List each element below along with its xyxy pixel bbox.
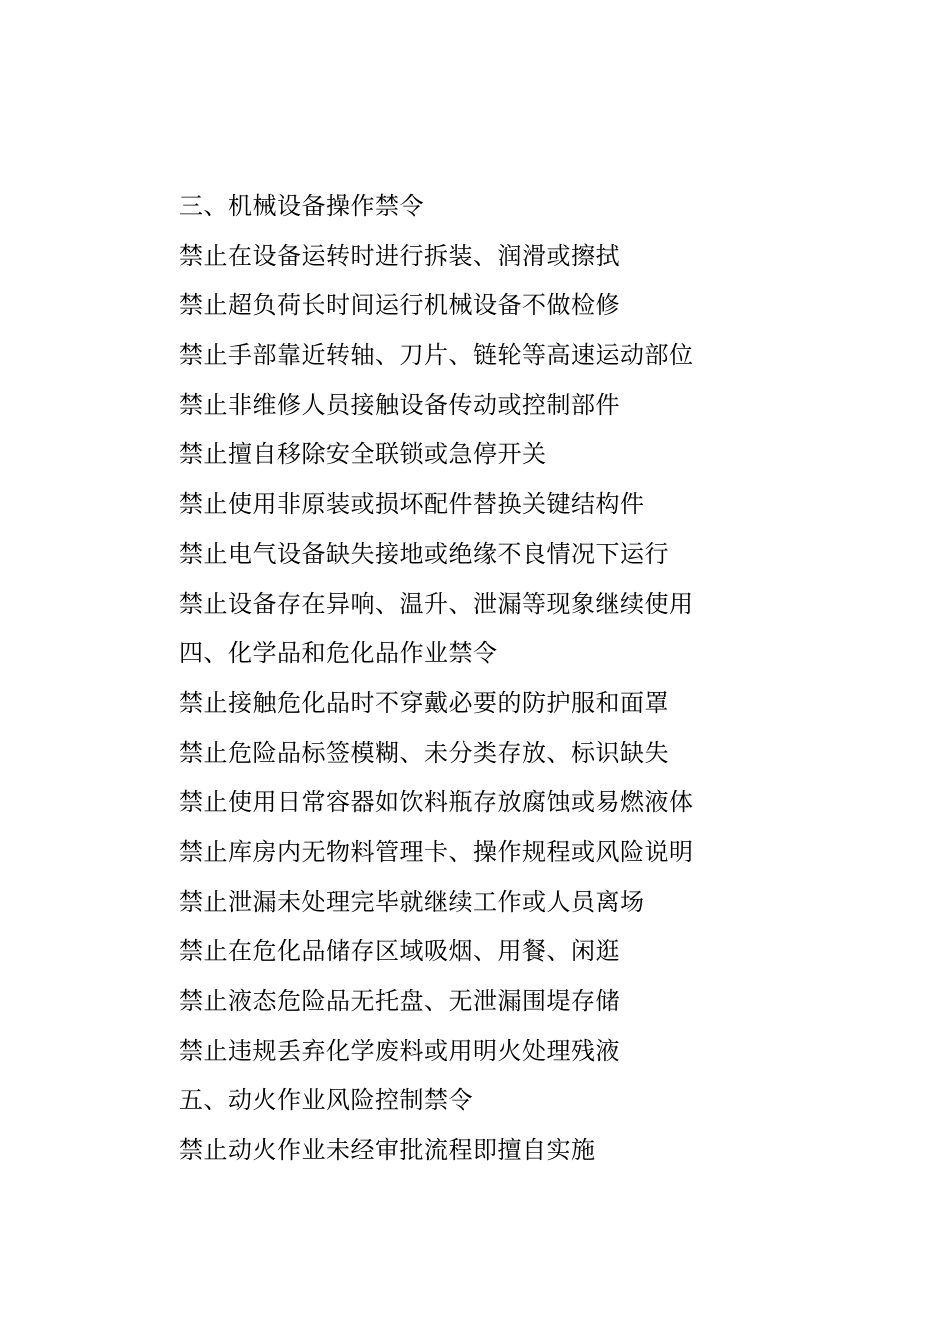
- section-heading-5: 五、动火作业风险控制禁令: [179, 1086, 473, 1115]
- section-heading-3: 三、机械设备操作禁令: [179, 192, 424, 220]
- rule-item: 禁止超负荷长时间运行机械设备不做检修: [179, 291, 620, 320]
- rule-item: 禁止违规丢弃化学废料或用明火处理残液: [179, 1036, 620, 1065]
- rule-item: 禁止在危化品储存区域吸烟、用餐、闲逛: [179, 937, 620, 966]
- rule-item: 禁止动火作业未经审批流程即擅自实施: [179, 1136, 596, 1165]
- rule-item: 禁止在设备运转时进行拆装、润滑或擦拭: [179, 241, 620, 270]
- rule-item: 禁止设备存在异响、温升、泄漏等现象继续使用: [179, 589, 694, 618]
- document-body: [179, 182, 879, 1176]
- rule-item: 禁止擅自移除安全联锁或急停开关: [179, 440, 547, 469]
- rule-item: 禁止非维修人员接触设备传动或控制部件: [179, 390, 620, 419]
- rule-item: 禁止危险品标签模糊、未分类存放、标识缺失: [179, 738, 669, 767]
- rule-item: 禁止手部靠近转轴、刀片、链轮等高速运动部位: [179, 341, 694, 370]
- rule-item: 禁止电气设备缺失接地或绝缘不良情况下运行: [179, 539, 669, 568]
- rule-item: 禁止使用日常容器如饮料瓶存放腐蚀或易燃液体: [179, 788, 694, 817]
- rule-item: 禁止液态危险品无托盘、无泄漏围堤存储: [179, 987, 620, 1015]
- rule-item: 禁止库房内无物料管理卡、操作规程或风险说明: [179, 837, 694, 866]
- section-heading-4: 四、化学品和危化品作业禁令: [179, 639, 498, 668]
- rule-item: 禁止使用非原装或损坏配件替换关键结构件: [179, 490, 645, 519]
- rule-item: 禁止泄漏未处理完毕就继续工作或人员离场: [179, 887, 645, 916]
- rule-item: 禁止接触危化品时不穿戴必要的防护服和面罩: [179, 688, 669, 717]
